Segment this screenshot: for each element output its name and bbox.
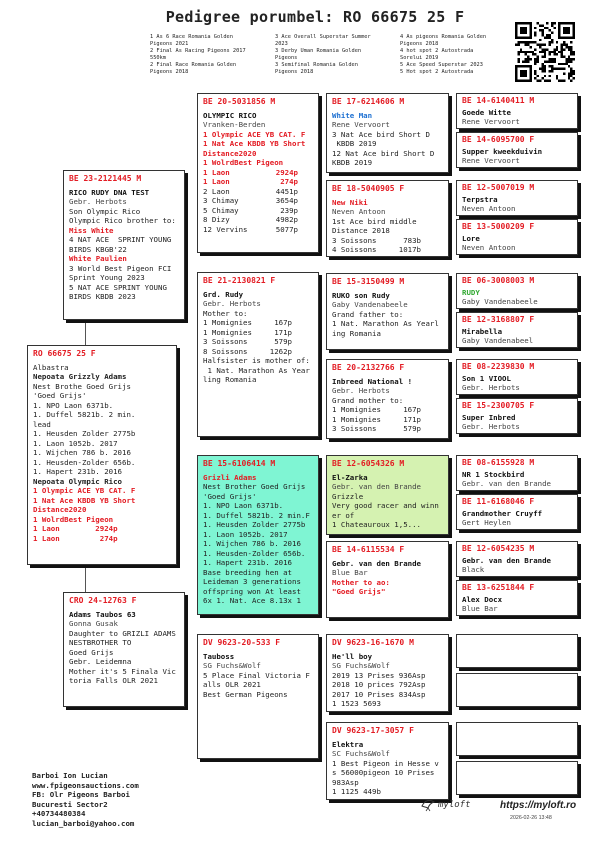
ring-number: CRO 24-12763 F (69, 596, 137, 605)
pedigree-note: NESTBROTHER TO (69, 638, 132, 647)
owner-name: Neven Antoon (462, 204, 516, 213)
race-result-row (203, 168, 313, 178)
pedigree-note: 1. NPO Laon 6371b. (33, 400, 114, 410)
great-great-grandparent-card[interactable] (456, 398, 578, 434)
contact-line: Bucuresti Sector2 (32, 799, 108, 809)
pedigree-note: 1. Hapert 231b. 2016 (33, 467, 122, 476)
race-name: 5 Chimay (203, 205, 239, 215)
owner-name: Rene Vervoort (462, 117, 520, 126)
pedigree-note: KBDB 2019 (332, 158, 373, 167)
pedigree-note: 1. Wijchen 786 b. 2016 (203, 539, 301, 548)
pedigree-note: Mother it's 5 Finala Vic (69, 666, 176, 676)
great-great-grandparent-card[interactable] (456, 455, 578, 491)
pigeon-name: Supper kweekduivin (462, 146, 543, 156)
pedigree-note: 1. Wijchen 786 b. 2016 (33, 448, 131, 457)
achievement-line: 3 Semifinal Romania Golden (275, 62, 358, 68)
pigeon-name: Son 1 VIOOL (462, 373, 511, 383)
pigeon-name: RICO RUDY DNA TEST (69, 187, 150, 197)
ring-number: BE 15-3150499 M (332, 277, 405, 286)
pedigree-note: White Paulien (69, 254, 127, 263)
achievement-line: 550km (150, 55, 166, 61)
ring-number: BE 15-6106414 M (203, 459, 276, 468)
pedigree-note: 1 Nat. Marathon As Yearl (332, 319, 439, 328)
qr-code-icon (515, 22, 575, 82)
owner-name: Gebr. van den Brande (332, 482, 421, 491)
pedigree-note: 3 Soissons 579p (203, 337, 292, 346)
ring-number: RO 66675 25 F (33, 349, 96, 358)
achievement-line: 2 Final As Racing Pigeons 2017 (150, 48, 246, 54)
pigeon-name: Grizli Adams (203, 472, 257, 482)
ring-number: DV 9623-20-533 F (203, 638, 281, 647)
pigeon-name: OLYMPIC RICO (203, 110, 257, 120)
pedigree-note: Distance2020 (203, 148, 257, 158)
owner-name: Rene Vervoort (332, 120, 390, 129)
pigeon-name: New Niki (332, 197, 368, 207)
race-participants: 2924p (275, 167, 298, 177)
pedigree-note: Grand father to: (332, 309, 404, 319)
pedigree-note: 1 1125 449b (332, 787, 381, 796)
contact-line: Barboi Ion Lucian (32, 771, 108, 780)
ring-number: BE 18-5040905 F (332, 184, 405, 193)
achievement-line: 5 Ace Speed Superstar 2023 (400, 62, 483, 68)
pedigree-note: Nepoata Olympic Rico (33, 476, 122, 486)
pigeon-name: RUKO son Rudy (332, 290, 390, 300)
achievement-line: 3 Ace Overall Superstar Summer (275, 34, 371, 40)
great-great-grandparent-card[interactable] (456, 273, 578, 309)
great-great-grandparent-card[interactable] (456, 180, 578, 216)
pedigree-note: 6x 1. Nat. Ace 8.13x 1 (203, 596, 301, 605)
pedigree-note: 3 World Best Pigeon FCI (69, 263, 172, 273)
ring-number: BE 12-6054326 M (332, 459, 405, 468)
race-result-row (203, 206, 313, 216)
owner-name: Gebr. Herbots (462, 422, 520, 431)
owner-name: SG Fuchs&Wolf (332, 661, 390, 670)
pedigree-note: 1. NPO Laon 6371b. (203, 501, 284, 510)
owner-name: Blue Bar (332, 568, 368, 577)
great-great-grandparent-card[interactable] (456, 580, 578, 616)
pedigree-note: 1 Momignies 167p (203, 318, 292, 327)
pedigree-note: Daughter to GRIZLI ADAMS (69, 628, 176, 638)
pigeon-name: Grandmother Cruyff (462, 508, 543, 518)
ring-number: BE 14-6140411 M (462, 96, 535, 105)
pedigree-note: Son Olympic Rico (69, 206, 141, 216)
pedigree-note: Mother to ao: (332, 577, 390, 587)
pedigree-note: 1. Hapert 231b. 2016 (203, 558, 292, 567)
pedigree-note: 4 Soissons 1017b (332, 245, 421, 254)
ring-number: BE 23-2121445 M (69, 174, 142, 183)
brand-logo: myloft (438, 800, 471, 810)
ring-number: BE 06-3008003 M (462, 276, 535, 285)
pedigree-note: BIRDS KBDB 2023 (69, 292, 136, 301)
ring-number: BE 12-3168807 F (462, 315, 535, 324)
race-result-row (203, 225, 313, 235)
pedigree-note: 1. Heusden Zolder 2775b (33, 429, 136, 438)
pedigree-note: ing Romania (332, 328, 381, 338)
pigeon-name: Terpstra (462, 194, 498, 204)
ring-number: BE 15-2300705 F (462, 401, 535, 410)
great-great-grandparent-card[interactable] (456, 312, 578, 348)
owner-name: Gaby Vandenabeel (462, 336, 534, 345)
pedigree-note: Goed Grijs (69, 647, 114, 657)
pedigree-note: 1 WolrdBest Pigeon (203, 158, 284, 167)
race-result-row (203, 215, 313, 225)
paternal-grandmother-card[interactable] (197, 272, 319, 437)
achievement-line: 1 As 6 Race Romania Golden (150, 34, 233, 40)
pigeon-name: NR 1 Stockbird (462, 469, 525, 479)
owner-name: Gebr. Herbots (332, 386, 390, 395)
owner-name: Rene Vervoort (462, 156, 520, 165)
achievement-line: Pigeons 2018 (150, 69, 189, 75)
pedigree-note: 1 Momignies 171p (203, 327, 292, 337)
race-name: 2 Laon (203, 186, 230, 196)
pedigree-note: Gebr. Leidemna (69, 657, 132, 666)
pedigree-note: Base breeding hen at (203, 567, 292, 577)
mother-card[interactable] (63, 592, 185, 707)
pigeon-name: RUDY (462, 287, 480, 297)
pedigree-note: 4 NAT ACE SPRINT YOUNG (69, 235, 172, 244)
achievement-line: 4 hot spot 2 Autostrada (400, 48, 474, 54)
achievements-col-1 (150, 34, 270, 76)
pigeon-name: Inbreed National ! (332, 376, 413, 386)
pedigree-note: lead (33, 419, 51, 429)
achievements-col-3 (400, 34, 520, 76)
owner-name: Gebr. van den Brande (462, 479, 551, 488)
pedigree-note: 3 Soissons 783b (332, 235, 421, 245)
pedigree-note: s 56000pigeon 10 Prises (332, 768, 435, 777)
pedigree-note: Mother to: (203, 308, 248, 318)
pedigree-note: er of (332, 510, 355, 520)
ring-number: BE 13-5000209 F (462, 222, 535, 231)
pigeon-name: He'll boy (332, 651, 373, 661)
maternal-grandmother-card[interactable] (197, 634, 319, 759)
race-participants: 3654p (275, 196, 298, 205)
pigeon-name: Lore (462, 233, 480, 243)
ring-number: BE 08-2239830 M (462, 362, 535, 371)
great-great-grandparent-card[interactable] (456, 93, 578, 129)
achievement-line: Sorelui 2019 (400, 55, 439, 61)
pedigree-note: 'Goed Grijs' (33, 391, 87, 400)
race-name: 1 Laon (203, 167, 230, 177)
pedigree-note: 1. Duffel 5821b. 2 min. (33, 410, 136, 419)
ring-number: BE 14-6115534 F (332, 545, 405, 554)
owner-name: Neven Antoon (332, 207, 386, 216)
pedigree-note: 1 Olympic ACE YB CAT. F (203, 129, 306, 139)
pedigree-note: 1 Laon 274p (33, 533, 118, 543)
pedigree-note: Best German Pigeons (203, 689, 288, 699)
site-link[interactable]: https://myloft.ro (500, 800, 577, 811)
pedigree-note: 1 Olympic ACE YB CAT. F (33, 486, 136, 495)
contact-info (32, 771, 139, 828)
pedigree-note: 8 Soissons 1262p (203, 346, 292, 356)
pigeon-logo-icon (420, 796, 436, 812)
owner-name: Gebr. Herbots (69, 197, 127, 206)
pedigree-note: Distance2020 (33, 505, 87, 514)
pedigree-note: 12 Nat Ace bird Short D (332, 148, 435, 158)
pedigree-note: Nest Brothe Goed Grijs (33, 381, 131, 391)
pedigree-note: 'Goed Grijs' (203, 491, 257, 501)
pedigree-note: KBDB 2019 (332, 139, 377, 148)
race-result-row (203, 177, 313, 187)
father-card[interactable] (63, 170, 185, 320)
race-name: 8 Dizy (203, 215, 230, 224)
achievement-line: Pigeons 2018 (400, 41, 439, 47)
contact-line: www.fpigeonsauctions.com (32, 780, 139, 790)
pedigree-note: offspring won At least (203, 586, 301, 596)
pedigree-note: Olympic Rico brother to: (69, 216, 176, 225)
pedigree-note: 5 Place Final Victoria F (203, 670, 310, 680)
great-grandparent-card[interactable] (326, 722, 449, 800)
pedigree-note: 1 Nat. Marathon As Year (203, 365, 310, 375)
pedigree-note: 1. Heusden-Zolder 656b. (33, 457, 136, 467)
owner-name: Gebr. Herbots (203, 299, 261, 308)
achievement-line: 2023 (275, 41, 288, 47)
great-grandparent-card[interactable] (326, 541, 449, 618)
pedigree-note: 1 Momignies 171p (332, 414, 421, 424)
great-great-grandparent-card[interactable] (456, 541, 578, 577)
contact-line: +40734480384 (32, 809, 86, 818)
ring-number: BE 12-5007019 M (462, 183, 535, 192)
race-participants: 274p (280, 177, 298, 186)
great-grandparent-card[interactable] (326, 273, 449, 350)
pedigree-note: 1 Momignies 167p (332, 405, 421, 414)
page-title: Pedigree porumbel: RO 66675 25 F (165, 8, 465, 26)
pedigree-note: 1 WolrdBest Pigeon (33, 514, 114, 524)
pedigree-note: 2019 13 Prises 936Asp (332, 670, 426, 680)
pedigree-note: alls OLR 2021 (203, 680, 261, 689)
ring-number: BE 11-6168046 F (462, 497, 535, 506)
great-great-grandparent-card[interactable] (456, 359, 578, 395)
owner-name: Gaby Vandenabeele (462, 297, 538, 306)
pedigree-note: 3 Nat Ace bird Short D (332, 129, 430, 139)
race-participants: 5077p (275, 224, 298, 234)
race-result-row (203, 187, 313, 197)
pedigree-note: 1 Best Pigeon in Hesse v (332, 758, 439, 768)
pedigree-note: 1 Chateauroux 1,5... (332, 520, 421, 529)
pedigree-note: 1. Laon 1052b. 2017 (33, 438, 118, 448)
ring-number: BE 17-6214606 M (332, 97, 405, 106)
pedigree-note: Albastra (33, 362, 69, 372)
race-name: 12 Vervins (203, 224, 248, 234)
achievement-line: 3 Derby Uman Romania Golden (275, 48, 362, 54)
pedigree-note: Very good racer and winn (332, 501, 439, 510)
owner-name: SG Fuchs&Wolf (203, 661, 261, 670)
race-name: 3 Chimay (203, 196, 239, 205)
pedigree-note: 983Asp (332, 777, 359, 787)
empty-ancestor-card (456, 673, 578, 707)
pedigree-note: 5 NAT ACE SPRINT YOUNG (69, 282, 167, 292)
achievements-col-2 (275, 34, 395, 76)
pedigree-note: 1st Ace bird middle (332, 216, 417, 226)
pigeon-name: Mirabella (462, 326, 503, 336)
owner-name: SC Fuchs&Wolf (332, 749, 390, 758)
empty-ancestor-card (456, 634, 578, 668)
owner-name: Blue Bar (462, 604, 498, 613)
pedigree-note: 1. Duffel 5821b. 2 min.F (203, 510, 310, 520)
ring-number: BE 13-6251844 F (462, 583, 535, 592)
pigeon-name: Grd. Rudy (203, 289, 244, 299)
paternal-grandfather-card[interactable] (197, 93, 319, 253)
great-grandparent-card[interactable] (326, 180, 449, 257)
pedigree-note: 3 Soissons 579p (332, 424, 421, 433)
owner-name: Gert Heylen (462, 518, 511, 527)
race-result-row (203, 196, 313, 206)
pedigree-note: 2018 10 prices 792Asp (332, 680, 426, 689)
owner-name: Gonna Gusak (69, 619, 118, 628)
maternal-grandfather-card[interactable] (197, 455, 319, 615)
great-grandparent-card[interactable] (326, 359, 449, 439)
pigeon-name: Alex Docx (462, 594, 503, 604)
pedigree-note: BIRDS KBGB'22 (69, 244, 127, 254)
pedigree-note: toria Falls OLR 2021 (69, 676, 158, 685)
pigeon-name: El-Zarka (332, 472, 368, 482)
contact-line: FB: Olr Pigeons Barboi (32, 790, 130, 799)
owner-name: Gebr. Herbots (462, 383, 520, 392)
pigeon-name: Gebr. van den Brande (462, 555, 551, 565)
pedigree-note: ling Romania (203, 375, 257, 384)
ring-number: BE 08-6155928 M (462, 458, 535, 467)
pedigree-note: Grand mother to: (332, 395, 404, 405)
pedigree-note: Distance 2018 (332, 226, 390, 235)
pedigree-note: Nepoata Grizzly Adams (33, 372, 127, 381)
achievement-line: 4 As pigeons Romania Golden (400, 34, 487, 40)
ring-number: BE 20-2132766 F (332, 363, 405, 372)
pedigree-note: 1 Laon 2924p (33, 524, 118, 533)
pedigree-note: Leideman 3 generations (203, 577, 301, 586)
subject-pigeon-card[interactable] (27, 345, 177, 565)
owner-name: Vranken-Berden (203, 120, 266, 129)
pedigree-note: Halfsister is mother of: (203, 356, 310, 365)
race-name: 1 Laon (203, 177, 230, 186)
pedigree-note: 1 Nat Ace KBDB YB Short (33, 495, 136, 505)
achievements-list (150, 34, 510, 88)
pedigree-note: Sprint Young 2023 (69, 273, 145, 282)
timestamp: 2026-02-26 13:48 (510, 815, 552, 821)
pedigree-note: "Goed Grijs" (332, 587, 386, 596)
great-grandparent-card[interactable] (326, 634, 449, 712)
ring-number: DV 9623-16-1670 M (332, 638, 414, 647)
pedigree-note: 2017 10 Prises 834Asp (332, 689, 426, 699)
ring-number: BE 12-6054235 M (462, 544, 535, 553)
achievement-line: 5 Hot spot 2 Autostrada (400, 69, 474, 75)
great-grandparent-card[interactable] (326, 455, 449, 535)
achievement-line: 2 Final Race Romania Golden (150, 62, 237, 68)
pedigree-note: Nest Brother Goed Grijs (203, 482, 306, 491)
great-great-grandparent-card[interactable] (456, 132, 578, 168)
race-participants: 4982p (275, 215, 298, 224)
pigeon-name: Gebr. van den Brande (332, 558, 421, 568)
contact-line: lucian_barboi@yahoo.com (32, 818, 135, 828)
race-participants: 4451p (275, 186, 298, 196)
owner-name: Neven Antoon (462, 243, 516, 252)
ring-number: BE 20-5031856 M (203, 97, 276, 106)
pedigree-note: 1 Nat Ace KBDB YB Short (203, 139, 306, 148)
pedigree-note: 1 1523 5693 (332, 699, 381, 708)
great-great-grandparent-card[interactable] (456, 494, 578, 530)
great-grandparent-card[interactable] (326, 93, 449, 173)
ring-number: DV 9623-17-3057 F (332, 726, 414, 735)
pigeon-name: Adams Taubos 63 (69, 609, 136, 619)
pigeon-name: Goede Witte (462, 107, 511, 117)
pigeon-name: Super Inbred (462, 412, 516, 422)
achievement-line: Pigeons 2021 (150, 41, 189, 47)
great-great-grandparent-card[interactable] (456, 219, 578, 255)
owner-name: Black (462, 565, 485, 574)
pedigree-note: Grizzle (332, 491, 364, 501)
pedigree-note: Miss White (69, 225, 114, 235)
achievement-line: Pigeons 2018 (275, 69, 314, 75)
ring-number: BE 21-2130821 F (203, 276, 276, 285)
pedigree-note: 1. Heusden-Zolder 656b. (203, 548, 306, 558)
pedigree-note: 1. Heusden Zolder 2775b (203, 520, 306, 529)
owner-name: Gaby Vandenabeele (332, 300, 408, 309)
pigeon-name: White Man (332, 110, 373, 120)
pigeon-name: Tauboss (203, 651, 235, 661)
empty-ancestor-card (456, 761, 578, 795)
race-participants: 239p (280, 205, 298, 215)
pedigree-note: 1. Laon 1052b. 2017 (203, 529, 288, 539)
empty-ancestor-card (456, 722, 578, 756)
pigeon-name: Elektra (332, 739, 364, 749)
ring-number: BE 14-6095700 F (462, 135, 535, 144)
achievement-line: Pigeons (275, 55, 298, 61)
